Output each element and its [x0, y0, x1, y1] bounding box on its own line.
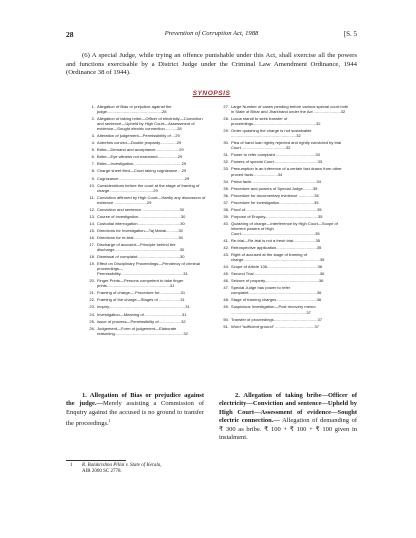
running-header — [66, 30, 357, 42]
synopsis-entry-number: 11. — [89, 194, 95, 200]
synopsis-entry-text: Transfer of proceedings.......................................37 — [231, 316, 322, 322]
synopsis-entry-number: 4. — [91, 140, 95, 146]
synopsis-entry — [218, 116, 350, 126]
synopsis-entry-number: 45. — [223, 271, 229, 277]
synopsis-entry-text: Bribe—Eye witness not examined..................29 — [97, 154, 183, 160]
synopsis-entry-text: Bribe—Investigation...........................................29 — [97, 161, 187, 167]
synopsis-entry-text: Judgement—Form of judgement—Elaborate reasoning.............................................................32 — [97, 325, 188, 336]
synopsis-entry — [84, 278, 209, 288]
synopsis-entry-number: 23. — [89, 304, 95, 310]
synopsis-entry-text: Investigation—Meaning of..................................31 — [97, 311, 187, 317]
synopsis-entry-text: Alteration of judgement—Permissibility of ...29 — [97, 133, 180, 139]
synopsis-entry-text: Presumption is an inference of a certain fact drawn from other proved facts......................34 — [231, 166, 342, 177]
footnote-reference: 1 — [108, 418, 111, 424]
synopsis-entry-number: 17. — [89, 241, 95, 247]
synopsis-entry — [84, 214, 209, 219]
synopsis-entry — [84, 195, 209, 205]
synopsis-entry-text: Allegation of taking bribe—Officer of electricity—Conviction and sentence—Upheld by High Court—Assessment of evidence—Sought electric connection...........28 — [97, 116, 203, 132]
synopsis-entry-number: 5. — [91, 147, 95, 153]
section-1-paragraph — [66, 392, 204, 429]
synopsis-entry-number: 34. — [223, 178, 229, 184]
synopsis-entry — [218, 285, 350, 295]
synopsis-entry — [84, 154, 209, 159]
synopsis-entry-text: Re-trial—Re-trial is not a fresh trial....................35 — [231, 237, 321, 243]
synopsis-entry — [84, 116, 209, 131]
synopsis-entry — [84, 326, 209, 336]
synopsis-entry-number: 46. — [223, 278, 229, 284]
synopsis-entry-number: 8. — [91, 168, 95, 174]
synopsis-entry — [218, 140, 350, 150]
synopsis-entry-number: 33. — [223, 166, 229, 172]
synopsis-entry — [84, 221, 209, 226]
running-title: Prevention of Corruption Act, 1988 — [164, 30, 259, 37]
synopsis-entry-number: 16. — [89, 234, 95, 240]
synopsis-entry — [218, 271, 350, 276]
synopsis-entry-text: Course of investigation......................................30 — [97, 213, 186, 219]
synopsis-entry-number: 28. — [223, 116, 229, 122]
section-2-column — [219, 392, 357, 442]
synopsis-entry-number: 35. — [223, 185, 229, 191]
synopsis-entry-number: 26. — [89, 325, 95, 331]
synopsis-entry-number: 48. — [223, 297, 229, 303]
synopsis-entry-number: 20. — [89, 278, 95, 284]
synopsis-entry — [84, 104, 209, 114]
synopsis-entry-text: Power to refer complaint ...................................33 — [231, 152, 320, 158]
synopsis-entry-number: 29. — [223, 128, 229, 134]
synopsis-entry-text: Word “sufficient ground” ...................................37 — [231, 323, 320, 329]
synopsis-entry-number: 21. — [89, 290, 95, 296]
synopsis-entry — [218, 324, 350, 329]
synopsis-entry — [218, 186, 350, 191]
synopsis-entry-number: 18. — [89, 254, 95, 260]
synopsis-entry — [218, 252, 350, 262]
synopsis-entry-text: Conviction affirmed by High Court—Hardly any discussion of evidence .............................29 — [97, 194, 206, 205]
synopsis-entry-text: Procedure for documentary evidence ..............35 — [231, 192, 319, 198]
synopsis-entry-number: 41. — [223, 237, 229, 243]
synopsis-entry — [84, 312, 209, 317]
synopsis-entry-text: Seizure of property................................................36 — [231, 278, 324, 284]
synopsis-entry — [218, 179, 350, 184]
synopsis-entry-number: 32. — [223, 159, 229, 165]
synopsis-entry-text: Framing of charge— Procedure for...................31 — [97, 290, 186, 296]
synopsis-entry — [84, 133, 209, 138]
synopsis-entry-text: Purpose of Enquiry...............................................35 — [231, 213, 323, 219]
synopsis-entry — [218, 104, 350, 114]
synopsis-entry — [84, 304, 209, 309]
synopsis-entry — [84, 147, 209, 152]
synopsis-entry-text: Locus standi to seek transfer of proceedings........................................................32 — [231, 116, 321, 127]
synopsis-entry-text: Scope of Article 136.............................................36 — [231, 264, 323, 270]
synopsis-entry — [84, 168, 209, 173]
synopsis-entry-text: Procedure and powers of Special Judge.........35 — [231, 185, 318, 191]
synopsis-entry-number: 43. — [223, 252, 229, 258]
synopsis-entry — [218, 245, 350, 250]
synopsis-entry — [218, 152, 350, 157]
synopsis-entry-text: Framing of the charge—Stages of ...................31 — [97, 297, 185, 303]
section-2-paragraph — [219, 392, 357, 442]
synopsis-entry — [218, 166, 350, 176]
synopsis-entry-text: Finger Prints—Persons competent to take finger prints........................................................31 — [97, 278, 184, 289]
synopsis-entry-text: Stage of framing charges....................................36 — [231, 297, 322, 303]
synopsis-entry — [218, 200, 350, 205]
synopsis-entry-text: Charge sheet filed—Court taking cognizance ...29 — [97, 168, 187, 174]
synopsis-entry-text: Directions for re-trial........................................30 — [97, 234, 183, 240]
synopsis-entry-number: 42. — [223, 245, 229, 251]
synopsis-left-column — [84, 104, 209, 338]
synopsis-entry-text: Second Trial...........................................................36 — [231, 271, 325, 277]
intro-paragraph: (6) A special Judge, while trying an offence punishable under this Act, shall exercise all the powers and functions exercisable by a District Judge under the Criminal Law Amendment Ordinance, 1944 (Ordinance 38 of 1944). — [66, 52, 357, 77]
synopsis-entry — [218, 264, 350, 269]
section-2-heading: 2. Allegation of taking bribe—Officer of electricity—Conviction and sentence—Upheld by High Court—Assessment of evidence—Sought electric connection.— — [219, 392, 357, 425]
footnote — [66, 463, 204, 475]
synopsis-entry-text: Prima facie..........................................................34 — [231, 178, 321, 184]
synopsis-entry — [218, 317, 350, 322]
synopsis-entry — [218, 304, 350, 314]
synopsis-entry — [84, 207, 209, 212]
synopsis-entry-text: Suspicious Investigation—Post recovery memo ...................................................................37 — [231, 304, 316, 315]
synopsis-title: SYNOPSIS — [192, 90, 231, 97]
synopsis-entry-text: Procedure for investigation...............................35 — [231, 199, 319, 205]
synopsis-entry-number: 6. — [91, 154, 95, 160]
synopsis-entry-number: 36. — [223, 192, 229, 198]
synopsis-entry-number: 12. — [89, 206, 95, 212]
synopsis-entry-number: 1. — [91, 104, 95, 109]
synopsis-entry-number: 9. — [91, 175, 95, 181]
synopsis-entry — [84, 161, 209, 166]
synopsis-entry-number: 15. — [89, 227, 95, 233]
synopsis-entry-text: Inquiry....................................................................31 — [97, 304, 190, 310]
synopsis-entry-number: 13. — [89, 213, 95, 219]
synopsis-entry-text: Bribe—Demand and acceptance.....................29 — [97, 147, 184, 153]
synopsis-entry-text: Order quashing the charge is not sustainable ..........................................................32 — [231, 128, 312, 139]
synopsis-entry-number: 2. — [91, 116, 95, 122]
synopsis-entry — [84, 242, 209, 252]
synopsis-entry-text: Considerations before the court at the stage of framing of charge.......................................29 — [97, 182, 200, 193]
synopsis-entry-text: Directions for Investigation—Taj Mahal...........30 — [97, 227, 183, 233]
synopsis-entry-text: Large Number of cases pending before various special court both in State of Bihar and Jharkhand under the Act ........................32 — [231, 104, 349, 115]
synopsis-entry-text: Powers of special Court.......................................33 — [231, 159, 323, 165]
synopsis-entry-text: Dismissal of complaint......................................30 — [97, 254, 185, 260]
synopsis-entry-number: 19. — [89, 261, 95, 267]
synopsis-entry-text: Plea of hand loan rightly rejected and rightly convicted by trial Court .......................................32 — [231, 140, 342, 151]
section-reference: [S. 5 — [343, 30, 357, 38]
synopsis-entry-number: 51. — [223, 323, 229, 329]
synopsis-entry — [84, 290, 209, 295]
synopsis-entry-text: Conviction and sentence .................................30 — [97, 206, 185, 212]
synopsis-entry — [84, 228, 209, 233]
section-1-body: Merely assisting a Commission of Enquiry against the accused is no ground to transfer the proceedings. — [66, 400, 204, 428]
synopsis-entry-text: Issue of process—Permissibility of....................32 — [97, 318, 186, 324]
section-2-body: Allegation of demanding of ₹ 300 as bribe. ₹ 100 + ₹ 100 + ₹ 100 given in instalment. — [219, 417, 357, 442]
synopsis-entry-text: Cognizance...........................................................29 — [97, 175, 190, 181]
synopsis-entry — [84, 319, 209, 324]
synopsis-entry-number: 39. — [223, 213, 229, 219]
synopsis-entry-number: 30. — [223, 140, 229, 146]
synopsis-entry-text: Special Judge has power to refer complaint.............................................................36 — [231, 285, 322, 296]
footnote-citation: AIR 2000 SC 2778. — [82, 469, 122, 475]
synopsis-entry — [84, 261, 209, 276]
footnote-case-name: R. Balakrishna Pillai v. State of Kerala, — [82, 463, 162, 468]
synopsis-entry-number: 49. — [223, 304, 229, 310]
synopsis-entry-text: Effect on Disciplinary Proceedings—Pendency of criminal proceedings—Permissibility........................................................31 — [97, 261, 200, 277]
synopsis-entry-number: 38. — [223, 206, 229, 212]
synopsis-entry — [218, 207, 350, 212]
page-number: 28 — [66, 30, 74, 39]
synopsis-entry-number: 25. — [89, 318, 95, 324]
synopsis-right-column — [218, 104, 350, 331]
synopsis-entry — [84, 254, 209, 259]
synopsis-entry — [218, 278, 350, 283]
synopsis-entry-number: 47. — [223, 285, 229, 291]
synopsis-entry — [84, 297, 209, 302]
synopsis-entry-number: 14. — [89, 220, 95, 226]
synopsis-entry — [84, 140, 209, 145]
footnote-text — [82, 463, 204, 475]
synopsis-entry-number: 44. — [223, 264, 229, 270]
synopsis-entry — [218, 214, 350, 219]
synopsis-entry-text: Custodial interrogation......................................30 — [97, 220, 185, 226]
footnote-number: 1 — [70, 463, 73, 468]
synopsis-entry-number: 3. — [91, 133, 95, 139]
synopsis-entry — [84, 176, 209, 181]
synopsis-entry — [218, 193, 350, 198]
synopsis-entry — [218, 159, 350, 164]
synopsis-entry-number: 37. — [223, 199, 229, 205]
synopsis-entry-text: Proof of................................................................35 — [231, 206, 322, 212]
synopsis-entry-text: Retrospective application....................................35 — [231, 245, 322, 251]
synopsis-entry-text: Allegation of Bias or prejudice against the judge.................................................28 — [97, 104, 172, 115]
synopsis-entry-text: Right of accused at the stage of framing of charge....................................................................35 — [231, 252, 325, 263]
synopsis-entry-text: Autrefois convict—Double jeopardy...............29 — [97, 140, 182, 146]
section-1-heading: 1. Allegation of Bias or prejudice against the judge.— — [66, 392, 204, 408]
synopsis-entry-text: Discharge of accused—Principle behind the discharge..........................................................30 — [97, 241, 185, 253]
synopsis-entry-number: 40. — [223, 220, 229, 226]
synopsis-entry-number: 22. — [89, 297, 95, 303]
synopsis-entry — [218, 238, 350, 243]
synopsis-entry — [218, 128, 350, 138]
footnote-divider — [66, 460, 126, 461]
synopsis-entry — [218, 221, 350, 236]
synopsis-entry-number: 50. — [223, 316, 229, 322]
section-1-column — [66, 392, 204, 429]
synopsis-entry-number: 7. — [91, 161, 95, 167]
synopsis-entry-number: 10. — [89, 182, 95, 188]
synopsis-entry-number: 27. — [223, 104, 229, 109]
synopsis-entry — [218, 297, 350, 302]
synopsis-entry-text: Quashing of charge—Interference by High Court—Scope of inherent powers of High Court..................................................................35 — [231, 220, 338, 236]
synopsis-entry — [84, 235, 209, 240]
synopsis-entry-number: 24. — [89, 311, 95, 317]
synopsis-entry — [84, 183, 209, 193]
synopsis-entry-number: 31. — [223, 152, 229, 158]
